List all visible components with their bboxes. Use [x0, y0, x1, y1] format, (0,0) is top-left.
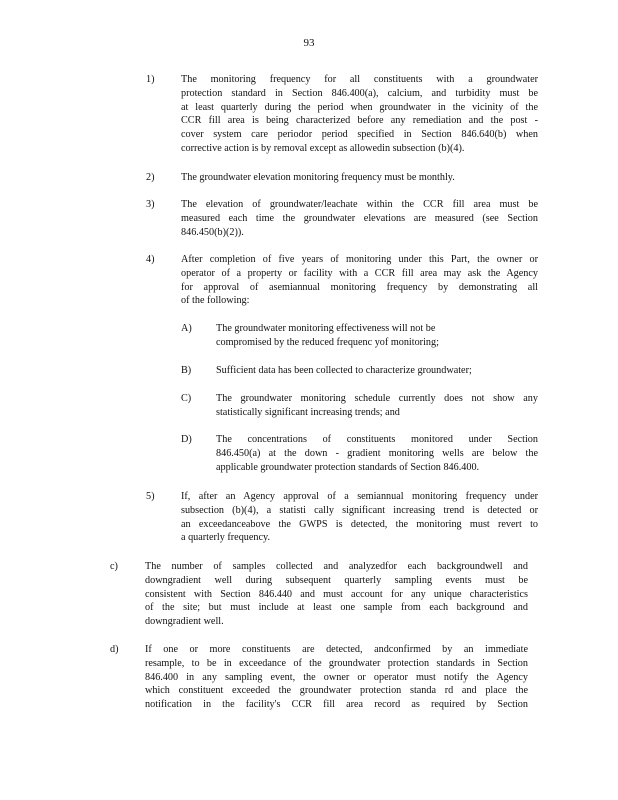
text-line: The groundwater monitoring schedule currently does not show any — [216, 393, 538, 404]
text-line: protection standard in Section 846.400(a), calcium, and turbidity must be — [181, 87, 538, 99]
text-line: The elevation of groundwater/leachate within the CCR fill area must be — [181, 199, 538, 210]
text-line: downgradient well during subsequent quarterly sampling events must be — [145, 574, 528, 586]
text-line: for approval of asemiannual monitoring frequency by demonstrating all — [181, 281, 538, 293]
text-line: If, after an Agency approval of a semiannual monitoring frequency under — [181, 491, 538, 502]
page-number: 93 — [303, 37, 315, 49]
text-line: statistically significant increasing trends; and — [216, 406, 400, 418]
subitem-text — [216, 364, 538, 378]
text-line: CCR fill area is being characterized before any remediation and the post - — [181, 115, 538, 127]
item-label: 3) — [146, 199, 155, 210]
text-line: 846.450(b)(2)). — [181, 226, 244, 238]
subitem-label: C) — [181, 393, 192, 404]
subitem-text — [216, 322, 538, 350]
text-line: The groundwater elevation monitoring frequency must be monthly. — [181, 172, 455, 183]
item-text — [181, 253, 538, 308]
subitem-label: A) — [181, 323, 192, 334]
item-text — [181, 490, 538, 545]
item-label: 1) — [146, 74, 155, 85]
text-line: Sufficient data has been collected to characterize groundwater; — [216, 365, 472, 376]
item-label: 4) — [146, 254, 155, 265]
text-line: applicable groundwater protection standards of Section 846.400. — [216, 461, 480, 473]
text-line: of the site; but must include at least one sample from each background and — [145, 602, 528, 614]
text-line: If one or more constituents are detected, andconfirmed by an immediate — [145, 644, 528, 655]
text-line: measured each time the groundwater elevations are measured (see Section — [181, 212, 538, 224]
text-line: consistent with Section 846.440 and must account for any unique characteristics — [145, 588, 528, 600]
text-line: cover system care periodor period specified in Section 846.640(b) when — [181, 129, 538, 141]
text-line: of the following: — [181, 295, 250, 307]
text-line: at least quarterly during the period when groundwater in the vicinity of the — [181, 101, 538, 113]
text-line: The number of samples collected and analyzedfor each backgroundwell and — [145, 561, 528, 572]
text-line: subsection (b)(4), a statisti cally significant increasing trend is detected or — [181, 504, 538, 516]
text-line: After completion of five years of monitoring under this Part, the owner or — [181, 254, 538, 265]
text-line: compromised by the reduced frequenc yof monitoring; — [216, 336, 439, 348]
item-text — [181, 198, 538, 239]
text-line: The monitoring frequency for all constituents with a groundwater — [181, 74, 538, 85]
text-line: downgradient well. — [145, 616, 224, 628]
subitem-label: B) — [181, 365, 192, 376]
text-line: corrective action is by removal except as allowedin subsection (b)(4). — [181, 142, 465, 154]
item-label: d) — [110, 644, 119, 655]
text-line: The groundwater monitoring effectiveness will not be — [216, 323, 436, 334]
item-label: 2) — [146, 172, 155, 183]
text-line: 846.400 in any sampling event, the owner or operator must notify the Agency — [145, 671, 528, 683]
text-line: a quarterly frequency. — [181, 532, 270, 544]
item-label: 5) — [146, 491, 155, 502]
text-line: an exceedanceabove the GWPS is detected, the monitoring must revert to — [181, 518, 538, 530]
item-text — [145, 643, 528, 712]
item-text — [145, 560, 528, 629]
text-line: notification in the facility's CCR fill area record as required by Section — [145, 699, 528, 711]
item-label: c) — [110, 561, 118, 572]
text-line: which constituent exceeded the groundwater protection standa rd and place the — [145, 685, 528, 697]
subitem-text — [216, 433, 538, 474]
text-line: 846.450(a) at the down - gradient monitoring wells are below the — [216, 447, 538, 459]
text-line: The concentrations of constituents monitored under Section — [216, 434, 538, 445]
item-text — [181, 73, 538, 156]
item-text — [181, 171, 538, 185]
subitem-label: D) — [181, 434, 192, 445]
text-line: operator of a property or facility with a CCR fill area may ask the Agency — [181, 267, 538, 279]
text-line: resample, to be in exceedance of the groundwater protection standards in Section — [145, 657, 528, 669]
subitem-text — [216, 392, 538, 420]
